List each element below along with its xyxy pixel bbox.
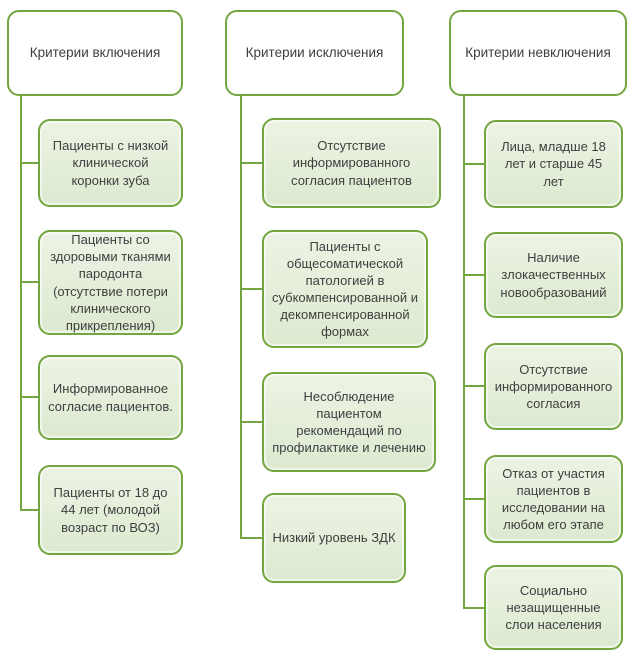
- exclusion-item-3: Несоблюдение пациентом рекомендаций по профилактике и лечению: [262, 372, 436, 472]
- connector-stub-inclusion-3: [20, 396, 38, 398]
- exclusion-item-1: Отсутствие информированного согласия пациентов: [262, 118, 441, 208]
- connector-stub-noninclusion-2: [463, 274, 484, 276]
- connector-stub-exclusion-1: [240, 162, 262, 164]
- connector-stub-noninclusion-5: [463, 607, 484, 609]
- connector-stub-exclusion-4: [240, 537, 262, 539]
- exclusion-item-4: Низкий уровень ЗДК: [262, 493, 406, 583]
- inclusion-item-2: Пациенты со здоровыми тканями пародонта (отсутствие потери клинического прикрепления): [38, 230, 183, 335]
- noninclusion-item-1: Лица, младше 18 лет и старше 45 лет: [484, 120, 623, 208]
- noninclusion-item-4: Отказ от участия пациентов в исследовании на любом его этапе: [484, 455, 623, 543]
- inclusion-item-1: Пациенты с низкой клинической коронки зуба: [38, 119, 183, 207]
- inclusion-header: Критерии включения: [7, 10, 183, 96]
- inclusion-item-3: Информированное согласие пациентов.: [38, 355, 183, 440]
- connector-stub-noninclusion-4: [463, 498, 484, 500]
- exclusion-header: Критерии исключения: [225, 10, 404, 96]
- connector-stub-inclusion-2: [20, 281, 38, 283]
- noninclusion-item-5: Социально незащищенные слои населения: [484, 565, 623, 650]
- noninclusion-item-3: Отсутствие информированного согласия: [484, 343, 623, 430]
- connector-vline-noninclusion: [463, 95, 465, 609]
- connector-stub-exclusion-2: [240, 288, 262, 290]
- connector-stub-noninclusion-1: [463, 163, 484, 165]
- connector-stub-noninclusion-3: [463, 385, 484, 387]
- connector-vline-inclusion: [20, 95, 22, 511]
- noninclusion-item-2: Наличие злокачественных новообразований: [484, 232, 623, 318]
- inclusion-item-4: Пациенты от 18 до 44 лет (молодой возраст по ВОЗ): [38, 465, 183, 555]
- noninclusion-header: Критерии невключения: [449, 10, 627, 96]
- exclusion-item-2: Пациенты с общесоматической патологией в субкомпенсированной и декомпенсированной формах: [262, 230, 428, 348]
- connector-stub-inclusion-4: [20, 509, 38, 511]
- connector-stub-inclusion-1: [20, 162, 38, 164]
- connector-stub-exclusion-3: [240, 421, 262, 423]
